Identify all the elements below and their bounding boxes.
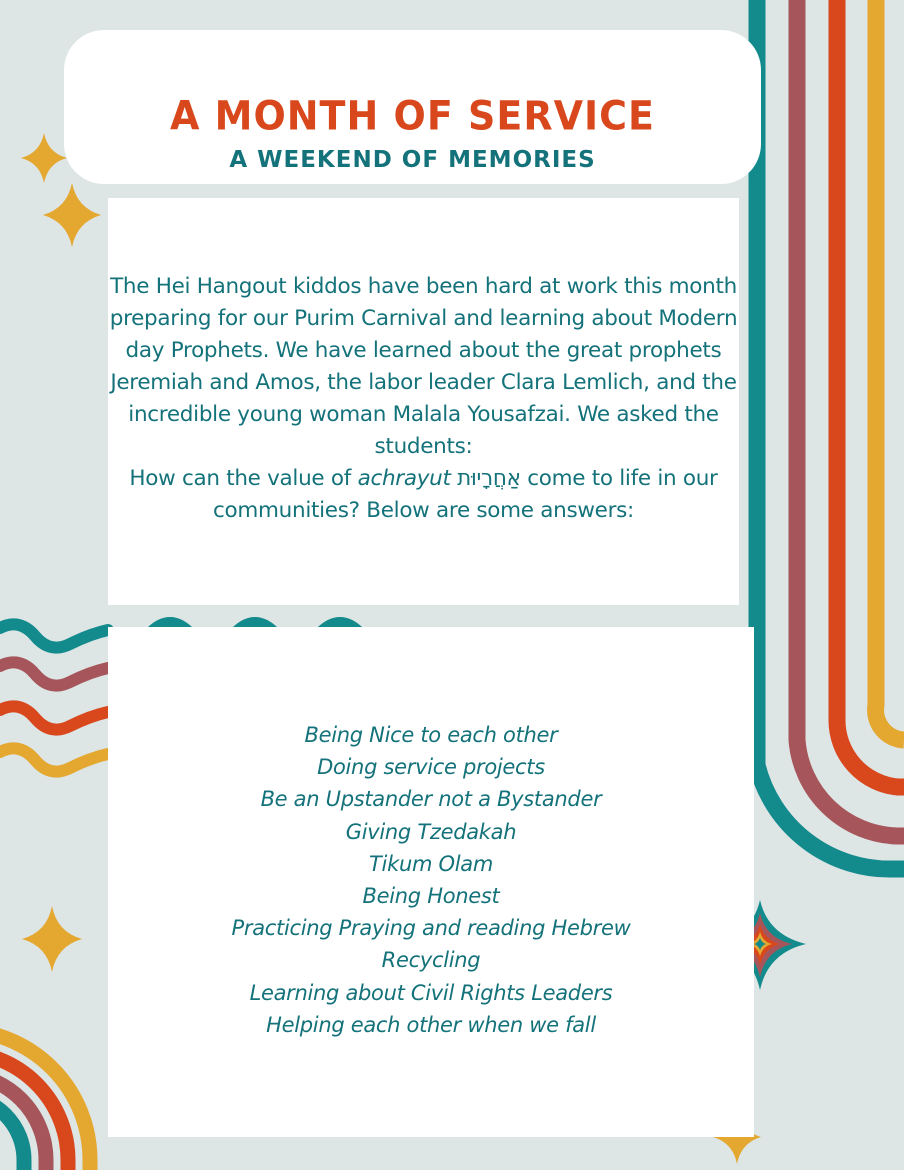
answer-item: Helping each other when we fall — [266, 1012, 596, 1037]
answer-item: Being Honest — [362, 884, 500, 909]
intro-paragraph: The Hei Hangout kiddos have been hard at work this month preparing for our Purim Carnival and learning about Modern day Prophets. We have learned about the great prophets Jeremiah and Amos, the labor leader Clara Lemlich, and the incredible young woman Malala Yousafzai. We asked the students: — [109, 274, 738, 459]
question-end: come to life in our communities? Below are some answers: — [213, 466, 718, 523]
question-term: achrayut — [357, 466, 451, 491]
page-subtitle: A WEEKEND OF MEMORIES — [229, 147, 596, 173]
answer-item: Be an Upstander not a Bystander — [260, 787, 602, 812]
intro-card — [108, 198, 739, 605]
answer-item: Practicing Praying and reading Hebrew — [231, 916, 631, 941]
title-card — [64, 30, 761, 184]
rainbow-arch-right — [757, 0, 904, 869]
answers-card — [108, 627, 754, 1137]
question-start: How can the value of — [129, 466, 358, 491]
page-title: A MONTH OF SERVICE — [170, 92, 655, 140]
answer-item: Being Nice to each other — [304, 723, 558, 747]
answer-item: Tikum Olam — [369, 851, 493, 876]
rainbow-arch-bottom-left — [0, 1030, 90, 1170]
answer-item: Giving Tzedakah — [345, 819, 517, 844]
question-hebrew: אַחֲרָיוּת — [457, 466, 521, 491]
answer-item: Doing service projects — [317, 755, 545, 780]
answer-item: Learning about Civil Rights Leaders — [249, 980, 613, 1005]
answers-list — [108, 719, 754, 1041]
answer-item: Recycling — [381, 948, 481, 973]
wave-lines — [0, 624, 108, 771]
intro-question — [108, 463, 739, 527]
intro-text — [108, 271, 739, 527]
